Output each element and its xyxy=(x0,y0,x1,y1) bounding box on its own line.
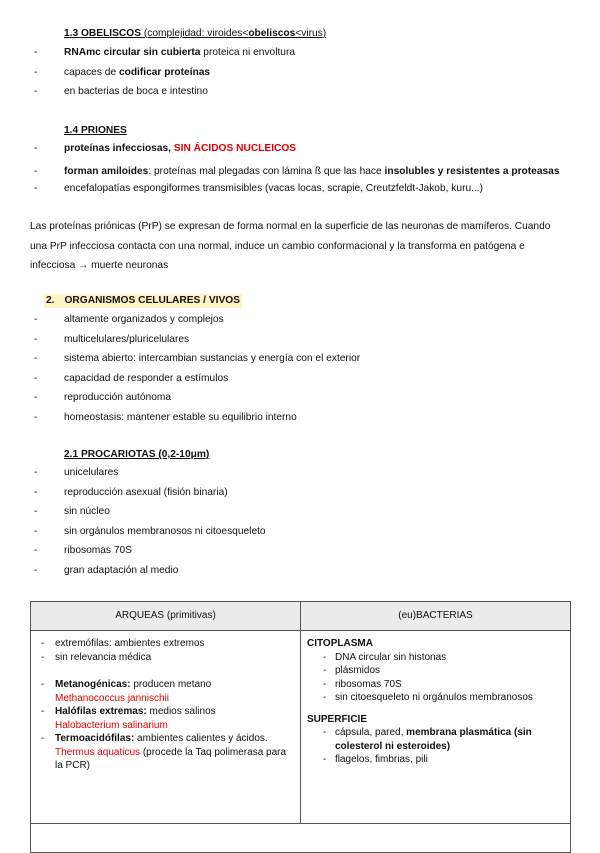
priones-list xyxy=(30,142,560,202)
subsection-title: CITOPLASMA xyxy=(307,638,373,649)
list-item: - proteínas infecciosas, SIN ÁCIDOS NUCLEICOS xyxy=(30,142,560,162)
section-heading-obeliscos xyxy=(64,27,326,41)
table-row-empty xyxy=(31,824,571,853)
list-item: - ribosomas 70S xyxy=(307,678,564,692)
section-heading-organismos: 2. ORGANISMOS CELULARES / VIVOS xyxy=(46,295,240,306)
table-row xyxy=(31,631,571,824)
list-item: - sin orgánulos membranosos ni citoesqueleto xyxy=(30,525,560,545)
list-item: - extremófilas: ambientes extremos xyxy=(37,637,294,651)
list-item: - gran adaptación al medio xyxy=(30,564,560,584)
heading-note: (complejidad: viroides< xyxy=(141,28,249,39)
list-item: - flagelos, fimbrias, pili xyxy=(307,753,564,767)
table-header-bacterias: (eu)BACTERIAS xyxy=(301,602,571,631)
list-item: - plásmidos xyxy=(307,664,564,678)
list-item: - RNAmc circular sin cubierta proteica ni envoltura xyxy=(30,46,560,66)
heading-text: 1.3 OBELISCOS xyxy=(64,28,141,39)
arqueas-list xyxy=(37,637,294,773)
organismos-list xyxy=(30,313,560,430)
list-item: - Halófilas extremas: medios salinos Halobacterium salinarium xyxy=(37,705,294,732)
section-heading-priones: 1.4 PRIONES xyxy=(64,125,127,136)
superficie-list xyxy=(307,726,564,767)
comparison-table xyxy=(30,601,571,853)
list-item: - altamente organizados y complejos xyxy=(30,313,560,333)
list-item: - Termoacidófilas: ambientes calientes y ácidos. Thermus aquaticus (procede la Taq polimerasa para la PCR) xyxy=(37,732,294,773)
list-item: - forman amiloides: proteínas mal plegadas con lámina ß que las hace insolubles y resistentes a proteasas xyxy=(30,162,560,188)
list-item: - homeostasis: mantener estable su equilibrio interno xyxy=(30,411,560,431)
prion-paragraph: Las proteínas priónicas (PrP) se expresan de forma normal en la superficie de las neuronas de mamíferos. Cuando una PrP infecciosa contacta con una normal, induce un cambio conformacional y la transforma en patógena e infecciosa → muerte neuronas xyxy=(30,221,551,271)
list-item: - reproducción asexual (fisión binaria) xyxy=(30,486,560,506)
list-item: - sin citoesqueleto ni orgánulos membranosos xyxy=(307,691,564,705)
list-item: - sin núcleo xyxy=(30,505,560,525)
list-item: - cápsula, pared, membrana plasmática (sin colesterol ni esteroides) xyxy=(307,726,564,753)
list-item: - unicelulares xyxy=(30,466,560,486)
list-item: - reproducción autónoma xyxy=(30,391,560,411)
heading-note-bold: obeliscos xyxy=(248,28,296,39)
section-heading-procariotas: 2.1 PROCARIOTAS (0,2-10μm) xyxy=(64,449,210,460)
empty-cell xyxy=(31,824,571,853)
list-item: - DNA circular sin histonas xyxy=(307,651,564,665)
list-item: - capacidad de responder a estímulos xyxy=(30,372,560,392)
list-item: - multicelulares/pluricelulares xyxy=(30,333,560,353)
list-item: - ribosomas 70S xyxy=(30,544,560,564)
list-item: - en bacterias de boca e intestino xyxy=(30,85,560,105)
procariotas-list xyxy=(30,466,560,583)
list-item: - Metanogénicas: producen metano Methanococcus jannischii xyxy=(37,678,294,705)
table-header-row xyxy=(31,602,571,631)
list-item: - sin relevancia médica xyxy=(37,651,294,665)
subsection-title: SUPERFICIE xyxy=(307,713,368,725)
obeliscos-list xyxy=(30,46,560,105)
citoplasma-list xyxy=(307,651,564,705)
heading-note: <virus) xyxy=(295,28,327,39)
arqueas-cell xyxy=(31,631,301,824)
bacterias-cell xyxy=(301,631,571,824)
list-item: - encefalopatías espongiformes transmisibles (vacas locas, scrapie, Creutzfeldt-Jakob, kuru...) xyxy=(30,182,560,202)
list-item: - capaces de codificar proteínas xyxy=(30,66,560,86)
list-item: - sistema abierto: intercambian sustancias y energía con el exterior xyxy=(30,352,560,372)
table-header-arqueas: ARQUEAS (primitivas) xyxy=(31,602,301,631)
